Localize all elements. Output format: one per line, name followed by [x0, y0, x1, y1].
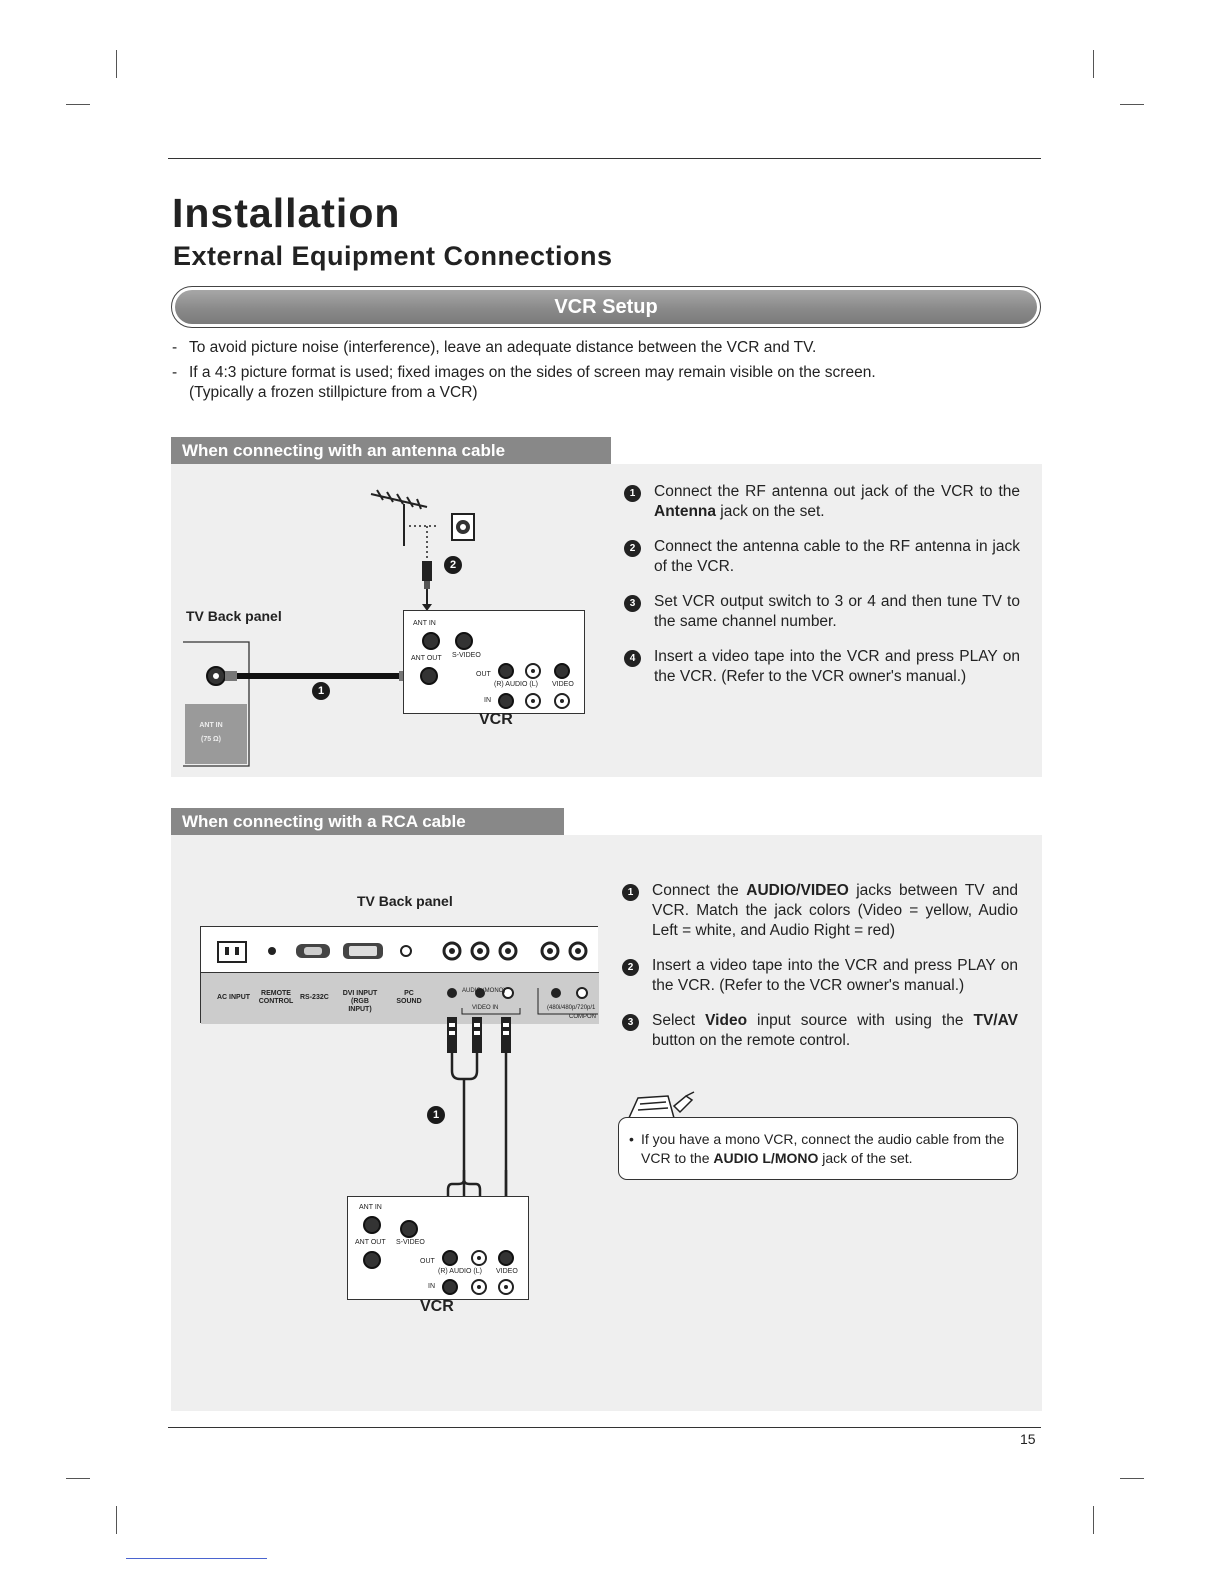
vcr-in-label: IN [428, 1283, 435, 1290]
page-number: 15 [1020, 1431, 1036, 1447]
tv-component-label: COMPON [569, 1014, 596, 1020]
callout-marker: 1 [427, 1106, 445, 1124]
callout-marker: 1 [312, 682, 330, 700]
vcr-s-video-label: S-VIDEO [452, 652, 481, 659]
tv-ant-in-label: ANT IN [199, 722, 223, 729]
audio-r-in-jack [498, 693, 514, 709]
page-title: Installation [172, 190, 401, 236]
tv-ant-impedance-label: (75 Ω) [200, 736, 221, 743]
video-out-jack [554, 663, 570, 679]
vcr-audio-label: (R) AUDIO (L) [438, 1268, 482, 1275]
vcr-ant-out-label: ANT OUT [411, 655, 442, 662]
video-in-jack [498, 1279, 514, 1295]
intro-text: (Typically a frozen stillpicture from a VCR) [189, 384, 478, 401]
vcr-audio-label: (R) AUDIO (L) [494, 681, 538, 688]
tv-audio-mono-label: AUDIO (MONO) [462, 988, 506, 994]
vcr-ant-out-label: ANT OUT [355, 1239, 386, 1246]
tv-back-panel-label: TV Back panel [186, 608, 282, 624]
audio-l-in-jack [525, 693, 541, 709]
intro-item: - To avoid picture noise (interference), leave an adequate distance between the VCR and TV. [172, 339, 817, 356]
intro-text: To avoid picture noise (interference), leave an adequate distance between the VCR and TV. [189, 339, 817, 356]
callout-marker: 2 [444, 556, 462, 574]
vcr-label: VCR [420, 1298, 454, 1315]
vcr-s-video-label: S-VIDEO [396, 1239, 425, 1246]
step-number: 2 [622, 959, 639, 976]
audio-l-out-jack [525, 663, 541, 679]
step-number: 1 [624, 485, 641, 502]
vcr-in-label: IN [484, 697, 491, 704]
tv-panel-connectors [200, 926, 598, 1023]
audio-l-out-jack [471, 1250, 487, 1266]
ant-out-jack [420, 667, 438, 685]
note-bullet: • [629, 1131, 634, 1147]
step-item: 1 Connect the RF antenna out jack of the VCR to the Antenna jack on the set. [624, 482, 1020, 524]
note-box [618, 1117, 1018, 1180]
ant-out-jack [363, 1251, 381, 1269]
tv-remote-label: REMOTE CONTROL [258, 990, 294, 1005]
vcr-ant-in-label: ANT IN [359, 1204, 382, 1211]
vcr-back-panel [403, 610, 585, 714]
vcr-out-label: OUT [476, 671, 491, 678]
vcr-ant-in-label: ANT IN [413, 620, 436, 627]
step-number: 2 [624, 540, 641, 557]
step-item: 4 Insert a video tape into the VCR and press PLAY on the VCR. (Refer to the VCR owner's manual.) [624, 647, 1020, 689]
vcr-video-label: VIDEO [496, 1268, 518, 1275]
tv-dvi-label: DVI INPUT (RGB INPUT) [342, 990, 378, 1013]
tv-video-in-label: VIDEO IN [472, 1005, 499, 1011]
step-item: 2 Insert a video tape into the VCR and press PLAY on the VCR. (Refer to the VCR owner's manual.) [622, 956, 1018, 998]
s-video-jack [455, 632, 473, 650]
vcr-video-label: VIDEO [552, 681, 574, 688]
audio-r-in-jack [442, 1279, 458, 1295]
vcr-out-label: OUT [420, 1258, 435, 1265]
intro-item [172, 384, 1032, 404]
tv-back-panel-label: TV Back panel [357, 893, 453, 909]
page-subtitle: External Equipment Connections [173, 241, 613, 271]
vcr-back-panel [347, 1196, 529, 1300]
ant-in-jack [363, 1216, 381, 1234]
step-item: 1 Connect the AUDIO/VIDEO jacks between TV and VCR. Match the jack colors (Video = yellow, Audio Left = white, and Audio Right = red) [622, 881, 1018, 943]
step-number: 3 [624, 595, 641, 612]
step-item: 3 Set VCR output switch to 3 or 4 and then tune TV to the same channel number. [624, 592, 1020, 634]
intro-item: - If a 4:3 picture format is used; fixed images on the sides of screen may remain visible on the screen. [172, 364, 876, 381]
intro-text: If a 4:3 picture format is used; fixed images on the sides of screen may remain visible on the screen. [189, 364, 876, 381]
step-number: 3 [622, 1014, 639, 1031]
video-in-jack [554, 693, 570, 709]
section-heading-antenna: When connecting with an antenna cable [171, 437, 611, 464]
section-banner [171, 286, 1041, 328]
audio-r-out-jack [442, 1250, 458, 1266]
audio-r-out-jack [498, 663, 514, 679]
vcr-label: VCR [479, 711, 513, 728]
s-video-jack [400, 1220, 418, 1238]
ant-in-jack [422, 632, 440, 650]
step-number: 4 [624, 650, 641, 667]
video-out-jack [498, 1250, 514, 1266]
step-item: 3 Select Video input source with using the TV/AV button on the remote control. [622, 1011, 1018, 1053]
note-text: If you have a mono VCR, connect the audio cable from the VCR to the AUDIO L/MONO jack of the set. [641, 1131, 1005, 1166]
tv-ac-input-label: AC INPUT [217, 994, 251, 1001]
step-number: 1 [622, 884, 639, 901]
tv-rs232-label: RS-232C [300, 994, 329, 1001]
tv-component-res-label: (480i/480p/720p/1 [547, 1005, 596, 1011]
tv-pc-sound-label: PC SOUND [396, 990, 422, 1005]
step-item: 2 Connect the antenna cable to the RF antenna in jack of the VCR. [624, 537, 1020, 579]
audio-l-in-jack [471, 1279, 487, 1295]
banner-label: VCR Setup [175, 290, 1037, 324]
section-heading-rca: When connecting with a RCA cable [171, 808, 564, 835]
